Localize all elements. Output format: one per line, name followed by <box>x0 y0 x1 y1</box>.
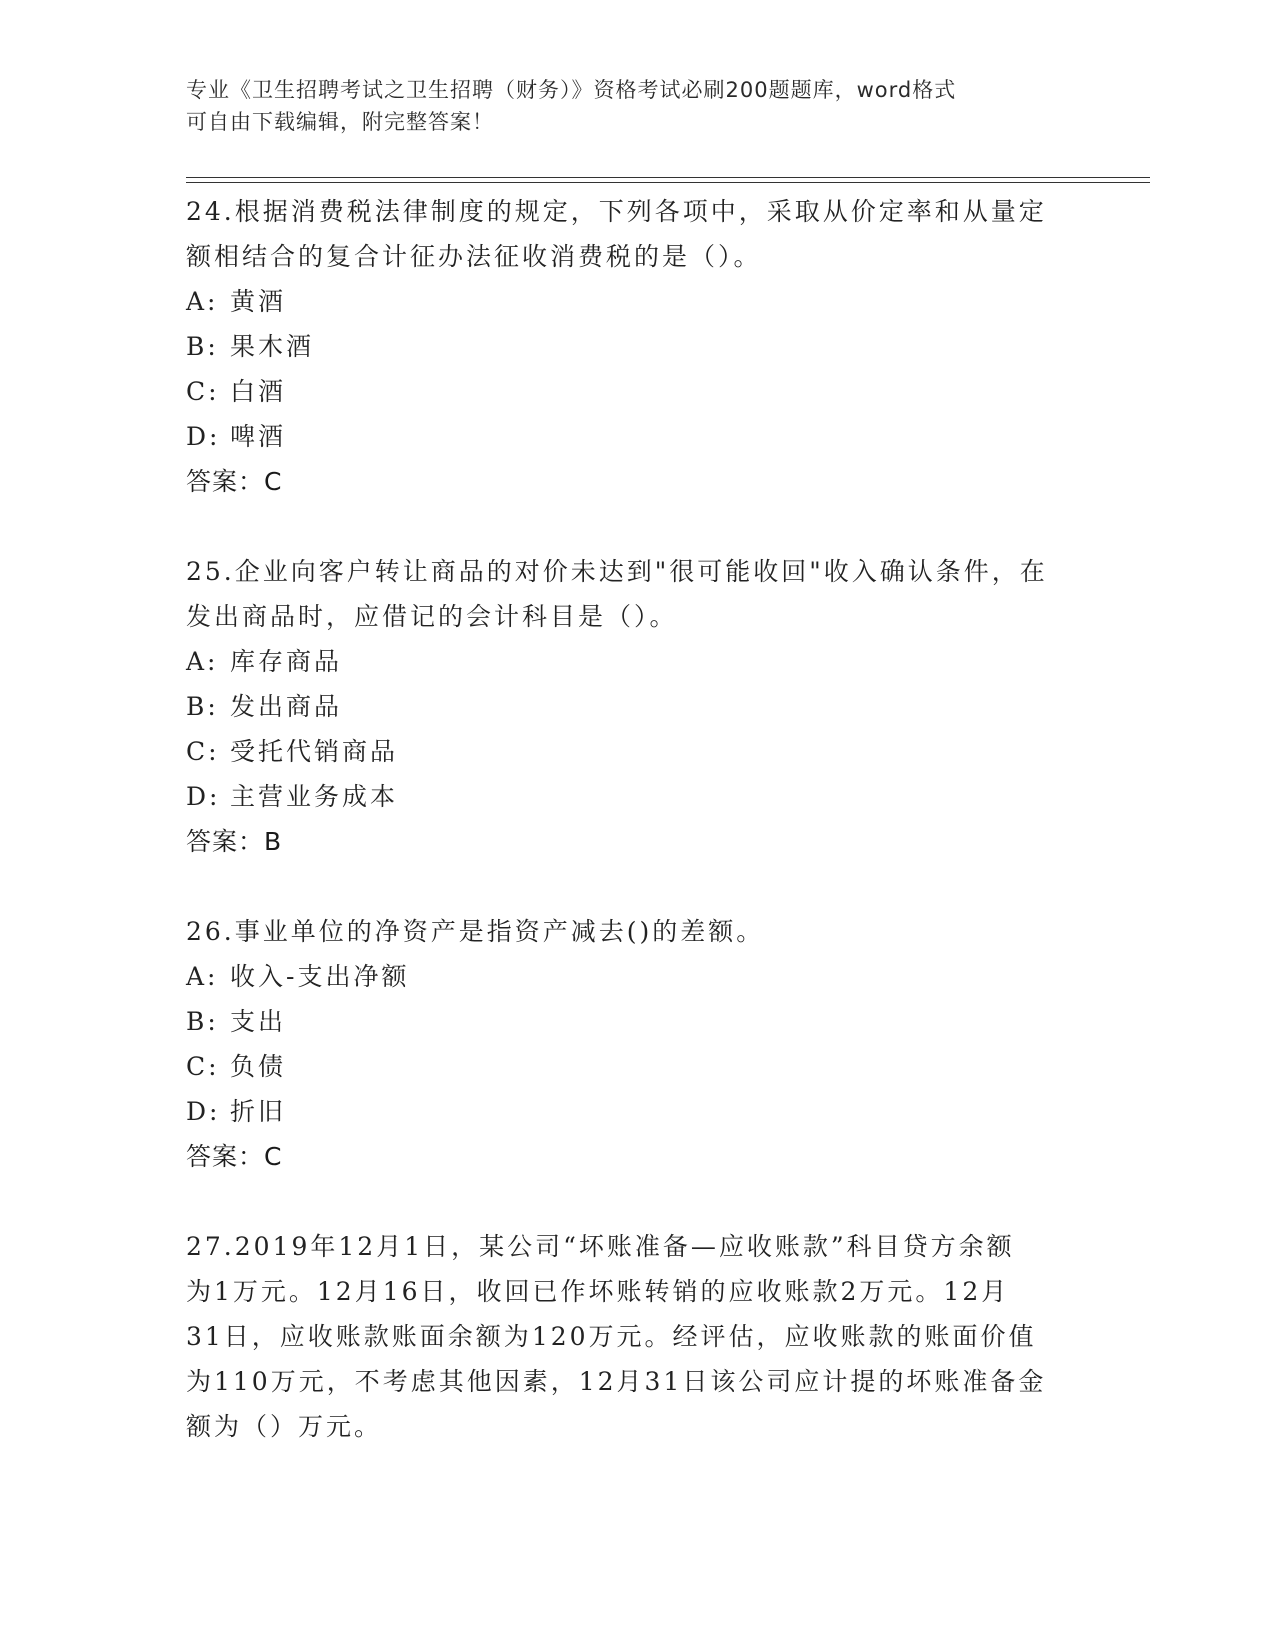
option-text: 黄酒 <box>230 287 287 316</box>
header-divider-bottom <box>186 182 1150 183</box>
question-answer: 答案：C <box>186 467 283 496</box>
question-answer: 答案：C <box>186 1142 283 1171</box>
question-option-b <box>186 999 1086 1044</box>
question-stem-line: 25.企业向客户转让商品的对价未达到"很可能收回"收入确认条件，在 <box>186 557 1048 586</box>
question-option-c <box>186 369 1086 414</box>
option-key: D: <box>186 782 221 811</box>
question-stem-line: 27.2019年12月1日，某公司“坏账准备—应收账款”科目贷方余额 <box>186 1232 1015 1261</box>
question-stem-line: 额相结合的复合计征办法征收消费税的是（）。 <box>186 242 762 271</box>
option-text: 折旧 <box>230 1097 287 1126</box>
option-key: C: <box>186 377 220 406</box>
option-text: 白酒 <box>230 377 287 406</box>
question-24 <box>186 189 1086 504</box>
option-text: 库存商品 <box>230 647 343 676</box>
question-spacer <box>186 504 1086 549</box>
option-key: C: <box>186 737 220 766</box>
option-text: 负债 <box>230 1052 287 1081</box>
question-stem-line: 31日，应收账款账面余额为120万元。经评估，应收账款的账面价值 <box>186 1322 1037 1351</box>
option-key: A: <box>186 647 219 676</box>
header-intro-line-1: 专业《卫生招聘考试之卫生招聘（财务）》资格考试必刷200题题库，word格式 <box>186 78 957 102</box>
question-27 <box>186 1224 1086 1449</box>
question-spacer <box>186 1179 1086 1224</box>
option-key: D: <box>186 422 221 451</box>
option-text: 主营业务成本 <box>230 782 399 811</box>
question-option-a <box>186 279 1086 324</box>
question-stem-line: 额为（）万元。 <box>186 1412 383 1441</box>
option-text: 果木酒 <box>230 332 315 361</box>
question-option-d <box>186 774 1086 819</box>
question-option-b <box>186 684 1086 729</box>
option-key: B: <box>186 332 219 361</box>
question-spacer <box>186 864 1086 909</box>
question-list <box>186 189 1086 1449</box>
header-intro-line-2: 可自由下载编辑，附完整答案！ <box>186 110 494 134</box>
question-answer: 答案：B <box>186 827 283 856</box>
option-text: 支出 <box>230 1007 287 1036</box>
option-key: A: <box>186 287 219 316</box>
option-key: D: <box>186 1097 221 1126</box>
option-text: 收入-支出净额 <box>230 962 410 991</box>
question-option-d <box>186 414 1086 459</box>
question-stem-line: 发出商品时，应借记的会计科目是（）。 <box>186 602 678 631</box>
question-option-d <box>186 1089 1086 1134</box>
question-stem-line: 为110万元，不考虑其他因素，12月31日该公司应计提的坏账准备金 <box>186 1367 1047 1396</box>
question-stem-line: 26.事业单位的净资产是指资产减去()的差额。 <box>186 917 765 946</box>
option-text: 发出商品 <box>230 692 343 721</box>
question-stem-line: 24.根据消费税法律制度的规定，下列各项中，采取从价定率和从量定 <box>186 197 1047 226</box>
header-divider-top <box>186 177 1150 178</box>
question-option-b <box>186 324 1086 369</box>
option-text: 啤酒 <box>230 422 287 451</box>
question-26 <box>186 909 1086 1179</box>
option-key: B: <box>186 692 219 721</box>
question-option-a <box>186 639 1086 684</box>
document-header <box>186 74 1066 138</box>
question-option-c <box>186 729 1086 774</box>
option-text: 受托代销商品 <box>230 737 399 766</box>
question-25 <box>186 549 1086 864</box>
question-option-a <box>186 954 1086 999</box>
question-option-c <box>186 1044 1086 1089</box>
option-key: A: <box>186 962 219 991</box>
question-stem-line: 为1万元。12月16日，收回已作坏账转销的应收账款2万元。12月 <box>186 1277 1010 1306</box>
option-key: C: <box>186 1052 220 1081</box>
option-key: B: <box>186 1007 219 1036</box>
